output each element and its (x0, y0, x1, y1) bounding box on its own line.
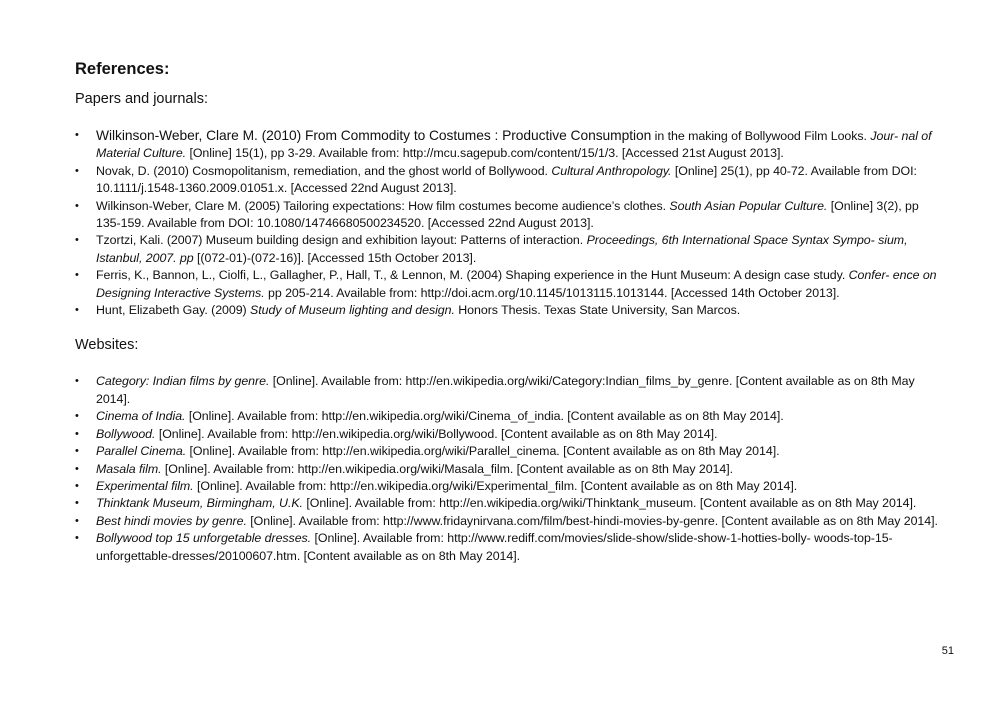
website-reference (75, 513, 945, 530)
website-title: Category: Indian films by genre. (96, 374, 270, 389)
page-number: 51 (941, 645, 954, 657)
reference-source: South Asian Popular Culture. (669, 198, 828, 213)
bullet-icon: • (75, 479, 79, 492)
reference-source: Confer- ence on Designing Interactive Systems. (96, 268, 937, 300)
reference-source: Proceedings, 6th International Space Syntax Sympo- sium, Istanbul, 2007. pp (96, 233, 908, 265)
bullet-icon: • (75, 199, 79, 212)
bullet-icon: • (75, 445, 79, 458)
website-title: Best hindi movies by genre. (96, 513, 247, 528)
paper-reference (75, 198, 945, 233)
website-details: [Online]. Available from: http://en.wikipedia.org/wiki/Masala_film. [Content available as on 8th May 2014]. (161, 461, 734, 476)
reference-text: Novak, D. (2010) Cosmopolitanism, remediation, and the ghost world of Bollywood. (96, 163, 552, 178)
paper-reference (75, 127, 945, 163)
reference-text: Hunt, Elizabeth Gay. (2009) (96, 303, 251, 318)
website-title: Experimental film. (96, 478, 194, 493)
reference-text: Ferris, K., Bannon, L., Ciolfi, L., Gallagher, P., Hall, T., & Lennon, M. (2004) Shaping experience in the Hunt Museum: A design case study. (96, 268, 849, 283)
paper-reference (75, 232, 945, 267)
reference-text: Wilkinson-Weber, Clare M. (2005) Tailoring expectations: How film costumes become audience’s clothes. (96, 198, 670, 213)
website-details: [Online]. Available from: http://en.wikipedia.org/wiki/Category:Indian_films_by_genre. [Content available as on 8th May 2014]. (96, 374, 915, 406)
bullet-icon: • (75, 410, 79, 423)
website-details: [Online]. Available from: http://www.rediff.com/movies/slide-show/slide-show-1-hotties-bolly- woods-top-15-unforgettable-dresses/20100607.htm. [Content available as on 8th May 2014]. (96, 531, 893, 563)
website-details: [Online]. Available from: http://www.fridaynirvana.com/film/best-hindi-movies-by-genre. [Content available as on 8th May 2014]. (246, 513, 938, 528)
paper-reference (75, 302, 945, 319)
reference-details: [Online] 25(1), pp 40-72. Available from DOI: 10.1111/j.1548-1360.2009.01051.x. [Accessed 22nd August 2013]. (96, 163, 917, 196)
bullet-icon: • (75, 129, 79, 141)
papers-list (75, 127, 945, 319)
websites-list (75, 373, 945, 564)
website-details: [Online]. Available from: http://en.wikipedia.org/wiki/Bollywood. [Content available as on 8th May 2014]. (155, 426, 718, 441)
bullet-icon: • (75, 269, 79, 282)
website-details: [Online]. Available from: http://en.wikipedia.org/wiki/Thinktank_museum. [Content available as on 8th May 2014]. (302, 496, 917, 511)
reference-details: Honors Thesis. Texas State University, San Marcos. (454, 303, 741, 318)
reference-details: pp 205-214. Available from: http://doi.acm.org/10.1145/1013115.1013144. [Accessed 14th October 2013]. (264, 285, 840, 300)
paper-reference (75, 163, 945, 198)
bullet-icon: • (75, 234, 79, 247)
bullet-icon: • (75, 304, 79, 317)
bullet-icon: • (75, 532, 79, 545)
bullet-icon: • (75, 427, 79, 440)
reference-details: [(072-01)-(072-16)]. [Accessed 15th October 2013]. (193, 250, 477, 265)
website-reference (75, 408, 945, 425)
website-title: Cinema of India. (96, 409, 186, 424)
paper-reference (75, 267, 945, 302)
reference-source: Jour- nal of Material Culture. (96, 129, 932, 161)
website-reference (75, 530, 945, 565)
bullet-icon: • (75, 375, 79, 388)
website-details: [Online]. Available from: http://en.wikipedia.org/wiki/Parallel_cinema. [Content available as on 8th May 2014]. (186, 444, 780, 459)
reference-source: Study of Museum lighting and design. (250, 303, 455, 318)
website-title: Bollywood. (96, 426, 156, 441)
bullet-icon: • (75, 497, 79, 510)
papers-heading: Papers and journals: (75, 91, 208, 107)
website-reference (75, 443, 945, 460)
website-reference (75, 478, 945, 495)
bullet-icon: • (75, 164, 79, 177)
reference-details: [Online] 3(2), pp 135-159. Available from DOI: 10.1080/14746680500234520. [Accessed 22nd August 2013]. (96, 198, 919, 231)
website-title: Parallel Cinema. (96, 444, 187, 459)
reference-text: in the making of Bollywood Film Looks. (651, 129, 871, 143)
website-reference (75, 495, 945, 512)
website-title: Bollywood top 15 unforgetable dresses. (96, 531, 312, 546)
website-details: [Online]. Available from: http://en.wikipedia.org/wiki/Experimental_film. [Content available as on 8th May 2014]. (193, 478, 798, 493)
website-title: Masala film. (96, 461, 162, 476)
website-reference (75, 373, 945, 408)
reference-lead: Wilkinson-Weber, Clare M. (2010) From Commodity to Costumes : Productive Consumption (96, 128, 652, 143)
website-details: [Online]. Available from: http://en.wikipedia.org/wiki/Cinema_of_india. [Content available as on 8th May 2014]. (185, 409, 784, 424)
bullet-icon: • (75, 514, 79, 527)
websites-heading: Websites: (75, 337, 139, 354)
bullet-icon: • (75, 462, 79, 475)
reference-text: Tzortzi, Kali. (2007) Museum building design and exhibition layout: Patterns of interaction. (96, 233, 587, 248)
page-title: References: (75, 60, 170, 78)
website-reference (75, 461, 945, 478)
reference-details: [Online] 15(1), pp 3-29. Available from: http://mcu.sagepub.com/content/15/1/3. [Accessed 21st August 2013]. (186, 146, 784, 161)
website-reference (75, 426, 945, 443)
references-page (75, 60, 945, 565)
website-title: Thinktank Museum, Birmingham, U.K. (96, 496, 303, 511)
reference-source: Cultural Anthropology. (551, 163, 672, 178)
